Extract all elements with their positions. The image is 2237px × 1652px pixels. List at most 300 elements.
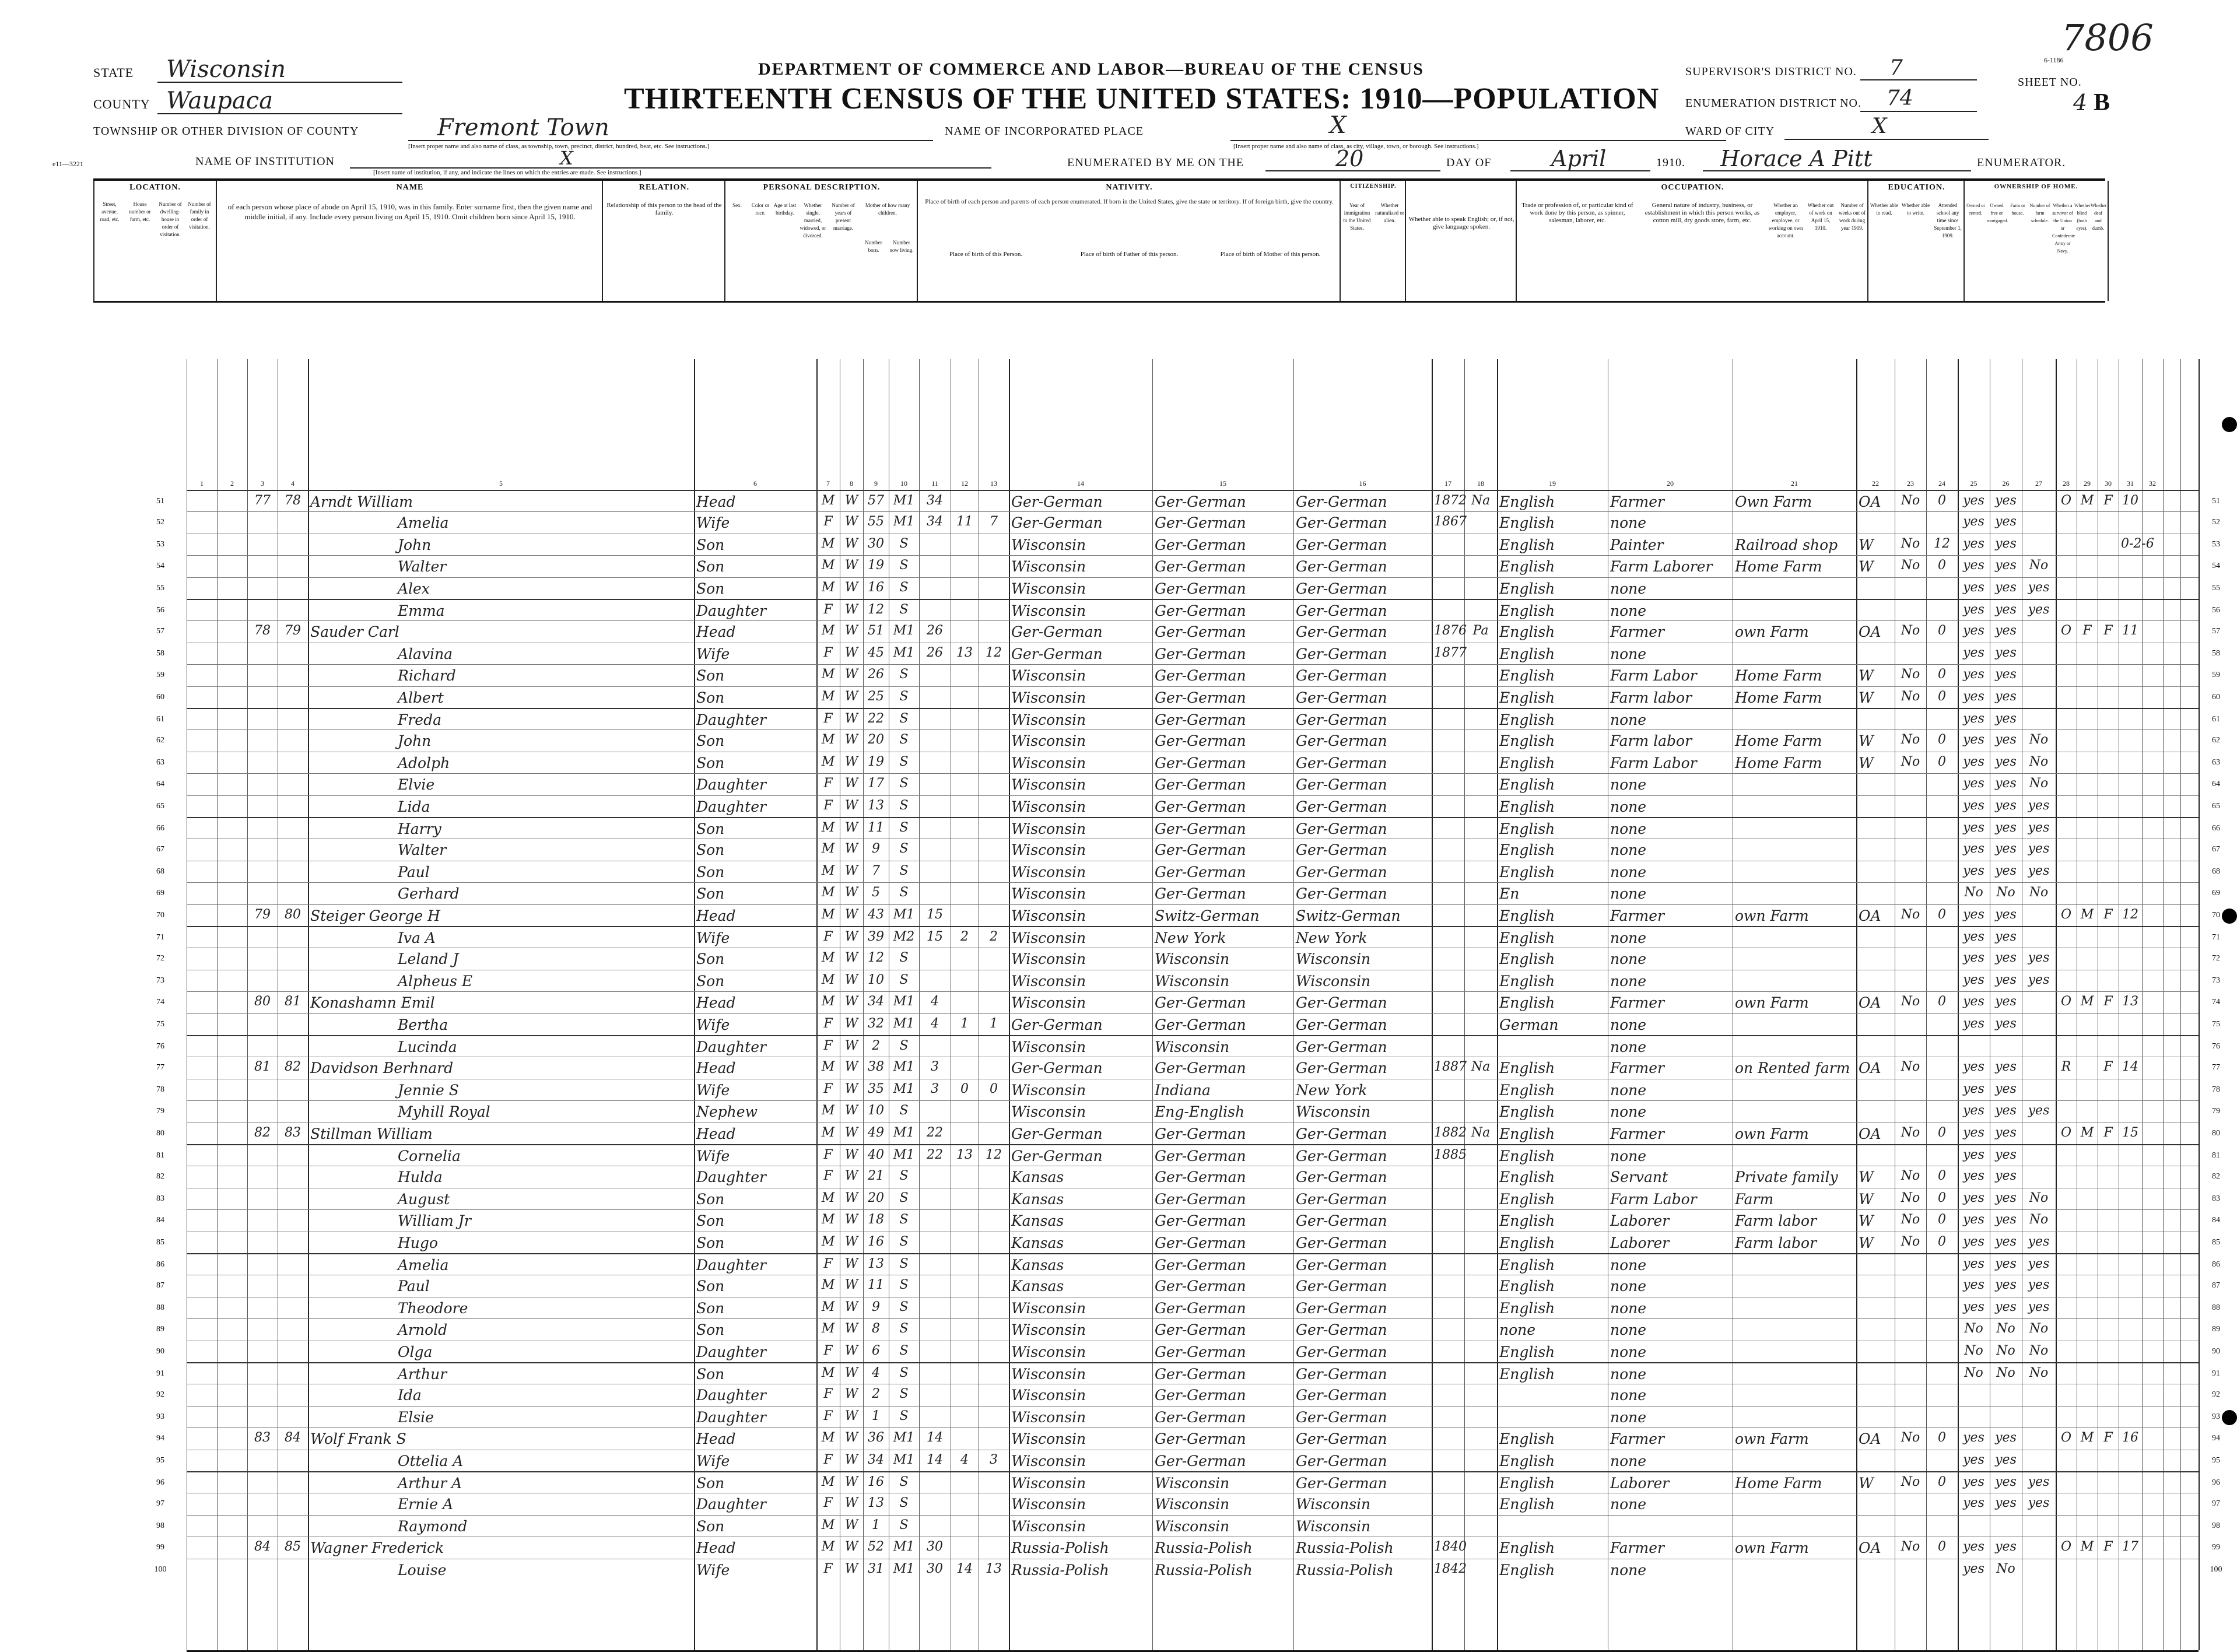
cell-wr: yes — [1995, 645, 2017, 660]
cell-age: 25 — [868, 689, 884, 704]
column-number: 20 — [1667, 479, 1674, 487]
cell-bpm: Switz-German — [1296, 907, 1401, 924]
line-number: 60 — [2212, 692, 2220, 702]
cell-bpm: Ger-German — [1296, 863, 1387, 881]
cell-ind: Farm labor — [1735, 1234, 1817, 1251]
cell-sched: 10 — [2122, 493, 2138, 508]
cell-emp: W — [1859, 754, 1874, 771]
col-ownership — [1963, 181, 2109, 301]
cell-fam: 78 — [285, 493, 301, 508]
line-number: 97 — [2212, 1499, 2220, 1509]
cell-occ: none — [1610, 645, 1647, 662]
page-number: 7806 — [2061, 16, 2154, 59]
hdr-sex: Sex. — [732, 202, 742, 208]
cell-age: 17 — [868, 776, 884, 791]
line-number: 61 — [2212, 715, 2220, 724]
cell-sch: No — [2029, 776, 2049, 791]
cell-sex: M — [821, 493, 835, 508]
cell-rel: Daughter — [696, 798, 766, 815]
cell-sch: No — [2029, 558, 2049, 573]
cell-born: 1 — [960, 1016, 969, 1031]
cell-name: Raymond — [398, 1517, 468, 1535]
cell-bpf: Ger-German — [1155, 885, 1246, 903]
cell-lang: English — [1499, 1539, 1555, 1557]
cell-race: W — [844, 645, 858, 660]
table-row — [156, 1013, 2220, 1036]
line-number: 96 — [2212, 1478, 2220, 1487]
cell-mar: S — [899, 711, 909, 726]
cell-lang: English — [1499, 1169, 1555, 1186]
ward-underline — [1784, 139, 1989, 140]
incorporated-value: X — [1330, 112, 1347, 139]
cell-nat: Na — [1471, 1125, 1491, 1140]
cell-bpm: Ger-German — [1296, 885, 1387, 903]
line-number: 67 — [2212, 845, 2220, 854]
line-number: 94 — [156, 1434, 164, 1443]
table-row — [156, 664, 2220, 686]
table-row — [156, 970, 2220, 992]
cell-sex: M — [821, 667, 835, 682]
cell-wks: 0 — [1938, 1430, 1946, 1446]
cell-race: W — [844, 580, 858, 595]
cell-wks: 0 — [1938, 1125, 1946, 1140]
cell-race: W — [844, 536, 858, 551]
table-row — [156, 882, 2220, 904]
cell-name: Steiger George H — [310, 907, 440, 924]
cell-bp: Wisconsin — [1011, 558, 1086, 576]
cell-lang: English — [1499, 623, 1555, 641]
cell-ind: Railroad shop — [1735, 536, 1838, 553]
line-number: 59 — [2212, 671, 2220, 680]
cell-age: 10 — [868, 1103, 884, 1118]
cell-lang: English — [1499, 776, 1555, 794]
cell-bpf: Ger-German — [1155, 1257, 1246, 1274]
cell-bpf: Wisconsin — [1155, 950, 1230, 968]
cell-race: W — [844, 623, 858, 639]
line-number: 71 — [156, 933, 164, 942]
cell-age: 19 — [868, 558, 884, 573]
cell-bpm: Ger-German — [1296, 667, 1387, 685]
cell-race: W — [844, 776, 858, 791]
cell-imm: 1840 — [1434, 1539, 1467, 1555]
line-number: 74 — [2212, 998, 2220, 1007]
cell-rd: yes — [1963, 1016, 1984, 1031]
cell-born: 2 — [960, 930, 969, 944]
line-number: 58 — [2212, 648, 2220, 658]
cell-sex: M — [821, 689, 835, 704]
cell-bpf: Ger-German — [1155, 1299, 1246, 1317]
cell-name: Ernie A — [398, 1496, 454, 1513]
hdr-relation: Relationship of this person to the head of the family. — [606, 202, 722, 216]
cell-sex: F — [823, 645, 833, 660]
cell-name: John — [398, 536, 432, 553]
cell-race: W — [844, 950, 858, 966]
hdr-naturalized: Whether naturalized or alien. — [1375, 202, 1404, 223]
cell-yrs: 26 — [927, 645, 943, 660]
cell-sex: M — [821, 841, 835, 857]
cell-occ: none — [1610, 1103, 1647, 1121]
cell-emp: W — [1859, 1190, 1874, 1208]
cell-yrs: 4 — [931, 994, 939, 1009]
cell-bp: Wisconsin — [1011, 1430, 1086, 1448]
cell-bpm: Ger-German — [1296, 1060, 1387, 1077]
cell-bpf: Ger-German — [1155, 841, 1246, 859]
cell-dw: 83 — [254, 1430, 271, 1446]
cell-wr: yes — [1995, 1452, 2017, 1467]
line-number: 95 — [2212, 1455, 2220, 1465]
cell-rd: yes — [1963, 493, 1984, 508]
line-number: 96 — [156, 1478, 164, 1487]
cell-frm: F — [2103, 994, 2113, 1009]
line-number: 92 — [2212, 1390, 2220, 1400]
cell-sch: yes — [2028, 972, 2050, 987]
cell-bpf: Ger-German — [1155, 514, 1246, 532]
cell-bpf: Wisconsin — [1155, 1475, 1230, 1492]
cell-bp: Wisconsin — [1011, 907, 1086, 924]
cell-sex: M — [821, 1299, 835, 1314]
cell-liv: 0 — [990, 1081, 998, 1096]
hdr-employer: Whether an employer, employee, or working on own account. — [1768, 202, 1803, 238]
cell-ind: own Farm — [1735, 1539, 1809, 1557]
hdr-living: Number now living. — [889, 240, 914, 253]
cell-imm: 1872 — [1434, 493, 1467, 508]
cell-mar: S — [899, 776, 909, 791]
cell-bpm: Ger-German — [1296, 1430, 1387, 1448]
column-number: 32 — [2149, 479, 2156, 487]
hdr-blind: Whether blind (both eyes). — [2074, 203, 2091, 231]
cell-ind: Home Farm — [1735, 754, 1822, 771]
cell-rd: yes — [1963, 972, 1984, 987]
cell-age: 34 — [868, 994, 884, 1009]
cell-yrs: 34 — [927, 493, 943, 508]
cell-lang: English — [1499, 1366, 1555, 1383]
sheet-letter: B — [2094, 89, 2110, 116]
cell-rd: yes — [1963, 930, 1984, 944]
cell-sch: yes — [2028, 1496, 2050, 1511]
cell-wks: 0 — [1938, 1169, 1946, 1184]
cell-bpf: Ger-German — [1155, 863, 1246, 881]
cell-occ: Laborer — [1610, 1234, 1670, 1251]
cell-mar: S — [899, 1299, 909, 1314]
cell-bpf: Ger-German — [1155, 667, 1246, 685]
cell-age: 10 — [868, 972, 884, 987]
cell-rel: Daughter — [696, 1496, 766, 1513]
cell-sex: M — [821, 972, 835, 987]
cell-sch: yes — [2028, 1103, 2050, 1118]
cell-liv: 13 — [986, 1561, 1002, 1576]
cell-sex: M — [821, 1190, 835, 1205]
column-number: 14 — [1077, 479, 1084, 487]
cell-sex: M — [821, 1321, 835, 1337]
cell-mar: M2 — [893, 930, 915, 944]
cell-mar: S — [899, 667, 909, 682]
line-number: 51 — [2212, 497, 2220, 506]
column-rule — [2199, 359, 2200, 1650]
cell-wr: yes — [1995, 930, 2017, 944]
cell-race: W — [844, 493, 858, 508]
cell-fam: 82 — [285, 1060, 301, 1075]
cell-name: Alex — [398, 580, 430, 597]
cell-lang: En — [1499, 885, 1520, 903]
cell-lang: German — [1499, 1016, 1559, 1033]
line-number: 57 — [2212, 627, 2220, 636]
cell-age: 11 — [868, 820, 884, 835]
cell-occ: Farmer — [1610, 623, 1664, 641]
hdr-birth-mother: Place of birth of Mother of this person. — [1220, 251, 1321, 258]
cell-bpm: Ger-German — [1296, 1125, 1387, 1142]
enumeration-underline — [1860, 111, 1977, 112]
table-row — [156, 1384, 2220, 1406]
table-row — [156, 1188, 2220, 1210]
cell-lang: English — [1499, 1190, 1555, 1208]
cell-emp: OA — [1859, 493, 1881, 510]
cell-bp: Wisconsin — [1011, 1452, 1086, 1469]
cell-imm: 1867 — [1434, 514, 1467, 529]
table-row — [156, 1537, 2220, 1559]
cell-wks: 0 — [1938, 1475, 1946, 1489]
cell-lang: English — [1499, 493, 1555, 510]
column-number: 12 — [961, 479, 968, 487]
line-number: 81 — [156, 1151, 164, 1160]
cell-bpm: Ger-German — [1296, 602, 1387, 619]
cell-mar: S — [899, 1408, 909, 1423]
cell-occ: none — [1610, 1278, 1647, 1295]
cell-name: Elsie — [398, 1408, 434, 1426]
cell-mar: S — [899, 732, 909, 748]
column-number: 19 — [1549, 479, 1556, 487]
cell-bpm: Ger-German — [1296, 841, 1387, 859]
cell-yrs: 30 — [927, 1561, 943, 1576]
cell-name: Konashamn Emil — [310, 994, 435, 1012]
cell-name: Stillman William — [310, 1125, 433, 1142]
cell-wr: yes — [1995, 1148, 2017, 1162]
cell-frm: F — [2103, 623, 2113, 639]
table-row — [156, 1297, 2220, 1319]
table-row — [156, 599, 2220, 622]
cell-ooo: No — [1901, 1190, 1920, 1205]
cell-mar: S — [899, 1366, 909, 1380]
cell-bpf: Ger-German — [1155, 645, 1246, 662]
punch-hole — [2222, 417, 2237, 432]
cell-bpm: Ger-German — [1296, 711, 1387, 728]
cell-bp: Wisconsin — [1011, 711, 1086, 728]
line-number: 84 — [2212, 1216, 2220, 1225]
cell-ind: own Farm — [1735, 907, 1809, 924]
cell-wr: yes — [1995, 623, 2017, 639]
cell-mar: M1 — [893, 907, 915, 922]
line-number: 63 — [2212, 757, 2220, 767]
hdr-marital: Whether single, married, widowed, or divorced. — [800, 202, 826, 238]
cell-name: Iva A — [398, 930, 436, 946]
cell-occ: Farmer — [1610, 907, 1664, 924]
cell-age: 35 — [868, 1081, 884, 1096]
col-citizenship — [1340, 181, 1406, 301]
cell-wr: yes — [1995, 1190, 2017, 1205]
col-education — [1867, 181, 1965, 301]
cell-occ: none — [1610, 1299, 1647, 1317]
cell-occ: none — [1610, 1452, 1647, 1469]
cell-bpf: Ger-German — [1155, 820, 1246, 837]
cell-lang: English — [1499, 907, 1555, 924]
cell-bpm: Ger-German — [1296, 623, 1387, 641]
cell-race: W — [844, 602, 858, 617]
cell-race: W — [844, 1234, 858, 1249]
cell-bp: Russia-Polish — [1011, 1539, 1109, 1557]
table-row — [156, 1493, 2220, 1515]
group-name: NAME — [396, 183, 424, 192]
cell-bpf: Ger-German — [1155, 1387, 1246, 1404]
hdr-dwelling: Number of dwelling-house in order of visitation. — [159, 201, 182, 237]
cell-name: Lida — [398, 798, 430, 815]
line-number: 72 — [156, 954, 164, 963]
day-of-label: DAY OF — [1446, 156, 1492, 169]
cell-rd: yes — [1963, 1496, 1984, 1511]
col-name — [216, 181, 603, 301]
cell-mar: M1 — [893, 493, 915, 508]
cell-bp: Ger-German — [1011, 623, 1103, 641]
cell-bpm: Ger-German — [1296, 493, 1387, 510]
line-number: 91 — [156, 1369, 164, 1378]
cell-sched: 12 — [2122, 907, 2138, 922]
table-row — [156, 1144, 2220, 1167]
cell-ooo: No — [1901, 907, 1920, 922]
cell-age: 2 — [872, 1387, 880, 1402]
cell-sex: M — [821, 820, 835, 835]
cell-rd: yes — [1963, 1125, 1984, 1140]
cell-bp: Wisconsin — [1011, 994, 1086, 1012]
cell-bpm: Ger-German — [1296, 1039, 1387, 1055]
cell-rel: Son — [696, 950, 725, 968]
cell-yrs: 3 — [931, 1081, 939, 1096]
cell-name: Wagner Frederick — [310, 1539, 444, 1557]
cell-bpf: Ger-German — [1155, 623, 1246, 641]
incorporated-label: NAME OF INCORPORATED PLACE — [945, 125, 1144, 138]
column-number: 24 — [1938, 479, 1945, 487]
cell-rd: yes — [1963, 602, 1984, 617]
cell-race: W — [844, 754, 858, 769]
form-code: e11—3221 — [52, 160, 83, 168]
cell-rel: Wife — [696, 1452, 730, 1469]
line-number: 77 — [2212, 1063, 2220, 1072]
column-number: 27 — [2035, 479, 2042, 487]
cell-lang: English — [1499, 1278, 1555, 1295]
table-row — [156, 1450, 2220, 1472]
cell-rel: Son — [696, 863, 725, 881]
cell-occ: Painter — [1610, 536, 1664, 553]
cell-wr: yes — [1995, 798, 2017, 813]
line-number: 68 — [2212, 867, 2220, 876]
cell-ooo: No — [1901, 754, 1920, 769]
cell-bpf: Indiana — [1155, 1081, 1211, 1099]
cell-rel: Head — [696, 1060, 736, 1077]
line-number: 69 — [2212, 889, 2220, 898]
cell-emp: W — [1859, 1212, 1874, 1230]
cell-imm: 1876 — [1434, 623, 1467, 639]
cell-wr: yes — [1995, 820, 2017, 835]
cell-mar: S — [899, 1278, 909, 1293]
cell-rel: Daughter — [696, 1039, 766, 1055]
cell-mar: S — [899, 602, 909, 617]
column-number: 2 — [230, 479, 234, 487]
line-number: 91 — [2212, 1369, 2220, 1378]
cell-sex: M — [821, 1475, 835, 1489]
cell-yrs: 30 — [927, 1539, 943, 1555]
cell-bpm: Ger-German — [1296, 689, 1387, 706]
cell-lang: English — [1499, 1561, 1555, 1579]
col-location — [93, 181, 2107, 301]
cell-emp: W — [1859, 558, 1874, 576]
line-number: 65 — [2212, 801, 2220, 811]
cell-age: 45 — [868, 645, 884, 660]
cell-ind: Home Farm — [1735, 667, 1822, 685]
line-number: 75 — [156, 1019, 164, 1029]
cell-ooo: No — [1901, 1060, 1920, 1075]
cell-sch: yes — [2028, 1278, 2050, 1293]
cell-sex: M — [821, 1234, 835, 1249]
cell-mar: M1 — [893, 1148, 915, 1162]
cell-fam: 84 — [285, 1430, 301, 1446]
cell-emp: W — [1859, 689, 1874, 706]
line-number: 60 — [156, 692, 164, 702]
cell-name: Leland J — [398, 950, 459, 968]
cell-sch: No — [2029, 1366, 2049, 1380]
col-nativity — [917, 181, 1341, 301]
cell-sched: 0-2-6 — [2121, 536, 2154, 551]
line-number: 85 — [156, 1237, 164, 1247]
cell-rel: Daughter — [696, 1343, 766, 1360]
enumeration-label: ENUMERATION DISTRICT NO. — [1685, 97, 1861, 110]
cell-age: 8 — [872, 1321, 880, 1337]
cell-lang: English — [1499, 689, 1555, 706]
cell-rel: Daughter — [696, 1387, 766, 1404]
cell-emp: W — [1859, 667, 1874, 685]
cell-wr: No — [1996, 1561, 2015, 1576]
cell-ooo: No — [1901, 1234, 1920, 1249]
cell-sex: F — [823, 1016, 833, 1031]
cell-wr: No — [1996, 1321, 2015, 1337]
cell-dw: 84 — [254, 1539, 271, 1555]
cell-bpf: Ger-German — [1155, 1234, 1246, 1251]
cell-race: W — [844, 841, 858, 857]
cell-name: Arthur A — [398, 1475, 462, 1492]
cell-sex: M — [821, 1125, 835, 1140]
cell-ooo: No — [1901, 1430, 1920, 1446]
county-label: COUNTY — [93, 97, 150, 111]
department-heading: DEPARTMENT OF COMMERCE AND LABOR—BUREAU OF THE CENSUS — [758, 59, 1424, 79]
cell-name: Theodore — [398, 1299, 468, 1317]
table-row — [156, 817, 2220, 840]
cell-race: W — [844, 1517, 858, 1532]
table-row — [156, 1515, 2220, 1537]
table-row — [156, 1232, 2220, 1254]
cell-ooo: No — [1901, 623, 1920, 639]
cell-rel: Son — [696, 667, 725, 685]
cell-dw: 81 — [254, 1060, 271, 1075]
cell-liv: 12 — [986, 645, 1002, 660]
cell-occ: Laborer — [1610, 1475, 1670, 1492]
line-number: 52 — [2212, 518, 2220, 527]
cell-emp: W — [1859, 1169, 1874, 1186]
cell-lang: English — [1499, 536, 1555, 553]
line-number: 73 — [2212, 976, 2220, 985]
line-number: 87 — [156, 1281, 164, 1290]
cell-rel: Wife — [696, 1148, 730, 1165]
cell-rd: yes — [1963, 536, 1984, 551]
cell-born: 13 — [956, 645, 973, 660]
cell-bpm: Ger-German — [1296, 1257, 1387, 1274]
cell-wr: yes — [1995, 1278, 2017, 1293]
sheet-label: SHEET NO. — [2018, 76, 2082, 89]
